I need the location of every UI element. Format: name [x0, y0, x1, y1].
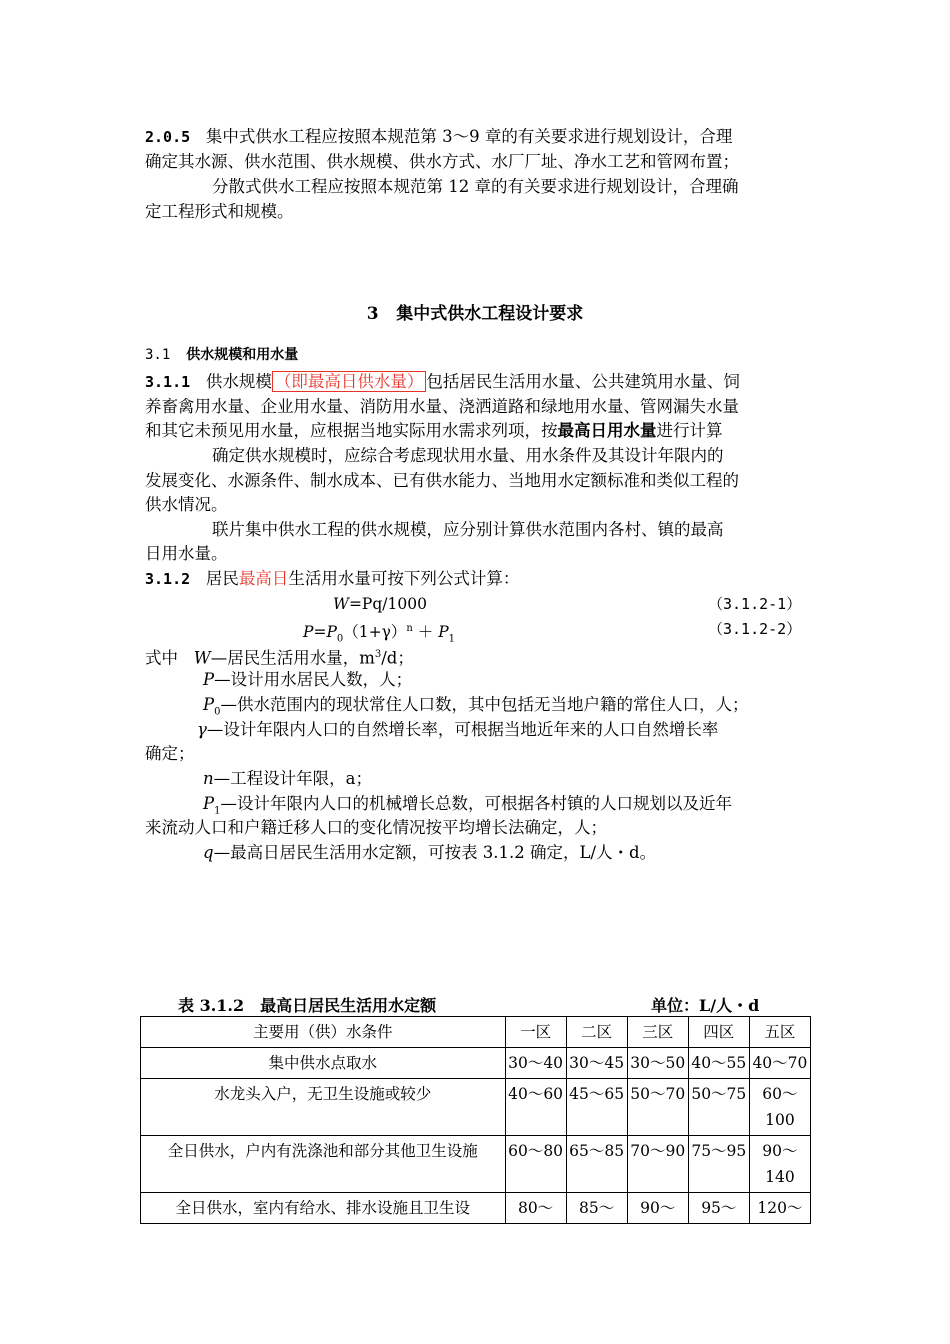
- table-caption: 表 3.1.2 最高日居民生活用水定额: [178, 996, 437, 1015]
- table-cell: 80～: [505, 1193, 566, 1224]
- table-cell: 40～60: [505, 1079, 566, 1136]
- table-cell: 40～70: [749, 1048, 810, 1079]
- formula-2-number: （3.1.2-2）: [708, 620, 802, 638]
- table-cell: 90～140: [749, 1136, 810, 1193]
- table-header-cell: 一区: [505, 1017, 566, 1048]
- table-cell: 水龙头入户，无卫生设施或较少: [141, 1079, 506, 1136]
- table-cell: 30～45: [566, 1048, 627, 1079]
- table-cell: 70～90: [627, 1136, 688, 1193]
- table-cell: 60～80: [505, 1136, 566, 1193]
- chapter-title: 3 集中式供水工程设计要求: [366, 304, 584, 324]
- para-205-line-2: 确定其水源、供水范围、供水规模、供水方式、水厂厂址、净水工艺和管网布置；: [145, 152, 739, 171]
- para-311-line-5: 发展变化、水源条件、制水成本、已有供水能力、当地用水定额标准和类似工程的: [145, 471, 739, 490]
- table-header-cell: 主要用（供）水条件: [141, 1017, 506, 1048]
- table-header-cell: 三区: [627, 1017, 688, 1048]
- def-W: 式中 W—居民生活用水量，$m^3/d$；: [145, 648, 414, 668]
- def-n: n—工程设计年限，a；: [203, 769, 372, 788]
- def-P1-cont: 来流动人口和户籍迁移人口的变化情况按平均增长法确定，人；: [145, 818, 607, 837]
- table-row: [141, 1136, 811, 1193]
- para-312-line-1: 3.1.2 居民最高日生活用水量可按下列公式计算：: [145, 569, 520, 588]
- table-cell: 40～55: [688, 1048, 749, 1079]
- table-cell: 45～65: [566, 1079, 627, 1136]
- table-cell: 30～40: [505, 1048, 566, 1079]
- table-cell: 95～: [688, 1193, 749, 1224]
- para-205-line-3: 分散式供水工程应按照本规范第 12 章的有关要求进行规划设计，合理确: [212, 177, 739, 196]
- table-header-cell: 五区: [749, 1017, 810, 1048]
- table-cell: 50～70: [627, 1079, 688, 1136]
- water-quota-table: [140, 1016, 811, 1224]
- para-311-line-1: 3.1.1 供水规模 （即最高日供水量） 包括居民生活用水量、公共建筑用水量、饲: [145, 372, 740, 391]
- para-311-line-6: 供水情况。: [145, 495, 228, 514]
- table-header-cell: 四区: [688, 1017, 749, 1048]
- para-311-line-8: 日用水量。: [145, 544, 228, 563]
- formula-1: W=Pq/1000: [333, 595, 427, 613]
- table-unit: 单位：L/人・d: [651, 996, 760, 1015]
- formula-2: $P=P_0(1+\gamma)^n + P_1$: [303, 623, 455, 645]
- table-header-cell: 二区: [566, 1017, 627, 1048]
- table-cell: 85～: [566, 1193, 627, 1224]
- table-cell: 50～75: [688, 1079, 749, 1136]
- def-P: P—设计用水居民人数，人；: [203, 670, 413, 689]
- def-gamma-cont: 确定；: [145, 744, 195, 763]
- table-cell: 集中供水点取水: [141, 1048, 506, 1079]
- section-heading: 3.1 供水规模和用水量: [145, 347, 299, 363]
- def-q: q—最高日居民生活用水定额，可按表 3.1.2 确定，L/人・d。: [203, 843, 657, 862]
- table-cell: 60～100: [749, 1079, 810, 1136]
- table-cell: 120～: [749, 1193, 810, 1224]
- table-cell: 75～95: [688, 1136, 749, 1193]
- para-205-line-4: 定工程形式和规模。: [145, 202, 294, 221]
- para-311-line-7: 联片集中供水工程的供水规模，应分别计算供水范围内各村、镇的最高: [212, 520, 724, 539]
- para-205-line-1: 2.0.5 集中式供水工程应按照本规范第 3～9 章的有关要求进行规划设计，合理: [145, 127, 733, 146]
- para-311-line-3: 和其它未预见用水量，应根据当地实际用水需求列项，按最高日用水量进行计算: [145, 421, 723, 440]
- clause-number: 3.1.1: [145, 373, 191, 391]
- def-P0: $P_0—$供水范围内的现状常住人口数，其中包括无当地户籍的常住人口，人；: [203, 695, 749, 718]
- table-row: [141, 1079, 811, 1136]
- table-cell: 90～: [627, 1193, 688, 1224]
- table-cell: 全日供水，户内有洗涤池和部分其他卫生设施: [141, 1136, 506, 1193]
- formula-1-number: （3.1.2-1）: [708, 595, 802, 613]
- table-cell: 全日供水，室内有给水、排水设施且卫生设: [141, 1193, 506, 1224]
- table-cell: 65～85: [566, 1136, 627, 1193]
- table-header-row: [141, 1017, 811, 1048]
- para-311-line-2: 养畜禽用水量、企业用水量、消防用水量、浇洒道路和绿地用水量、管网漏失水量: [145, 397, 739, 416]
- highlight-annotation: （即最高日供水量）: [272, 371, 427, 392]
- def-gamma: γ—设计年限内人口的自然增长率，可根据当地近年来的人口自然增长率: [197, 720, 719, 739]
- table-cell: 30～50: [627, 1048, 688, 1079]
- clause-number: 3.1.2: [145, 570, 191, 588]
- table-row: [141, 1193, 811, 1224]
- highlight-text: 最高日: [238, 569, 289, 588]
- bold-term: 最高日用水量: [557, 421, 657, 440]
- clause-number: 2.0.5: [145, 128, 191, 146]
- para-311-line-4: 确定供水规模时，应综合考虑现状用水量、用水条件及其设计年限内的: [212, 446, 724, 465]
- def-P1: $P_1—$设计年限内人口的机械增长总数，可根据各村镇的人口规划以及近年: [203, 794, 732, 817]
- table-row: [141, 1048, 811, 1079]
